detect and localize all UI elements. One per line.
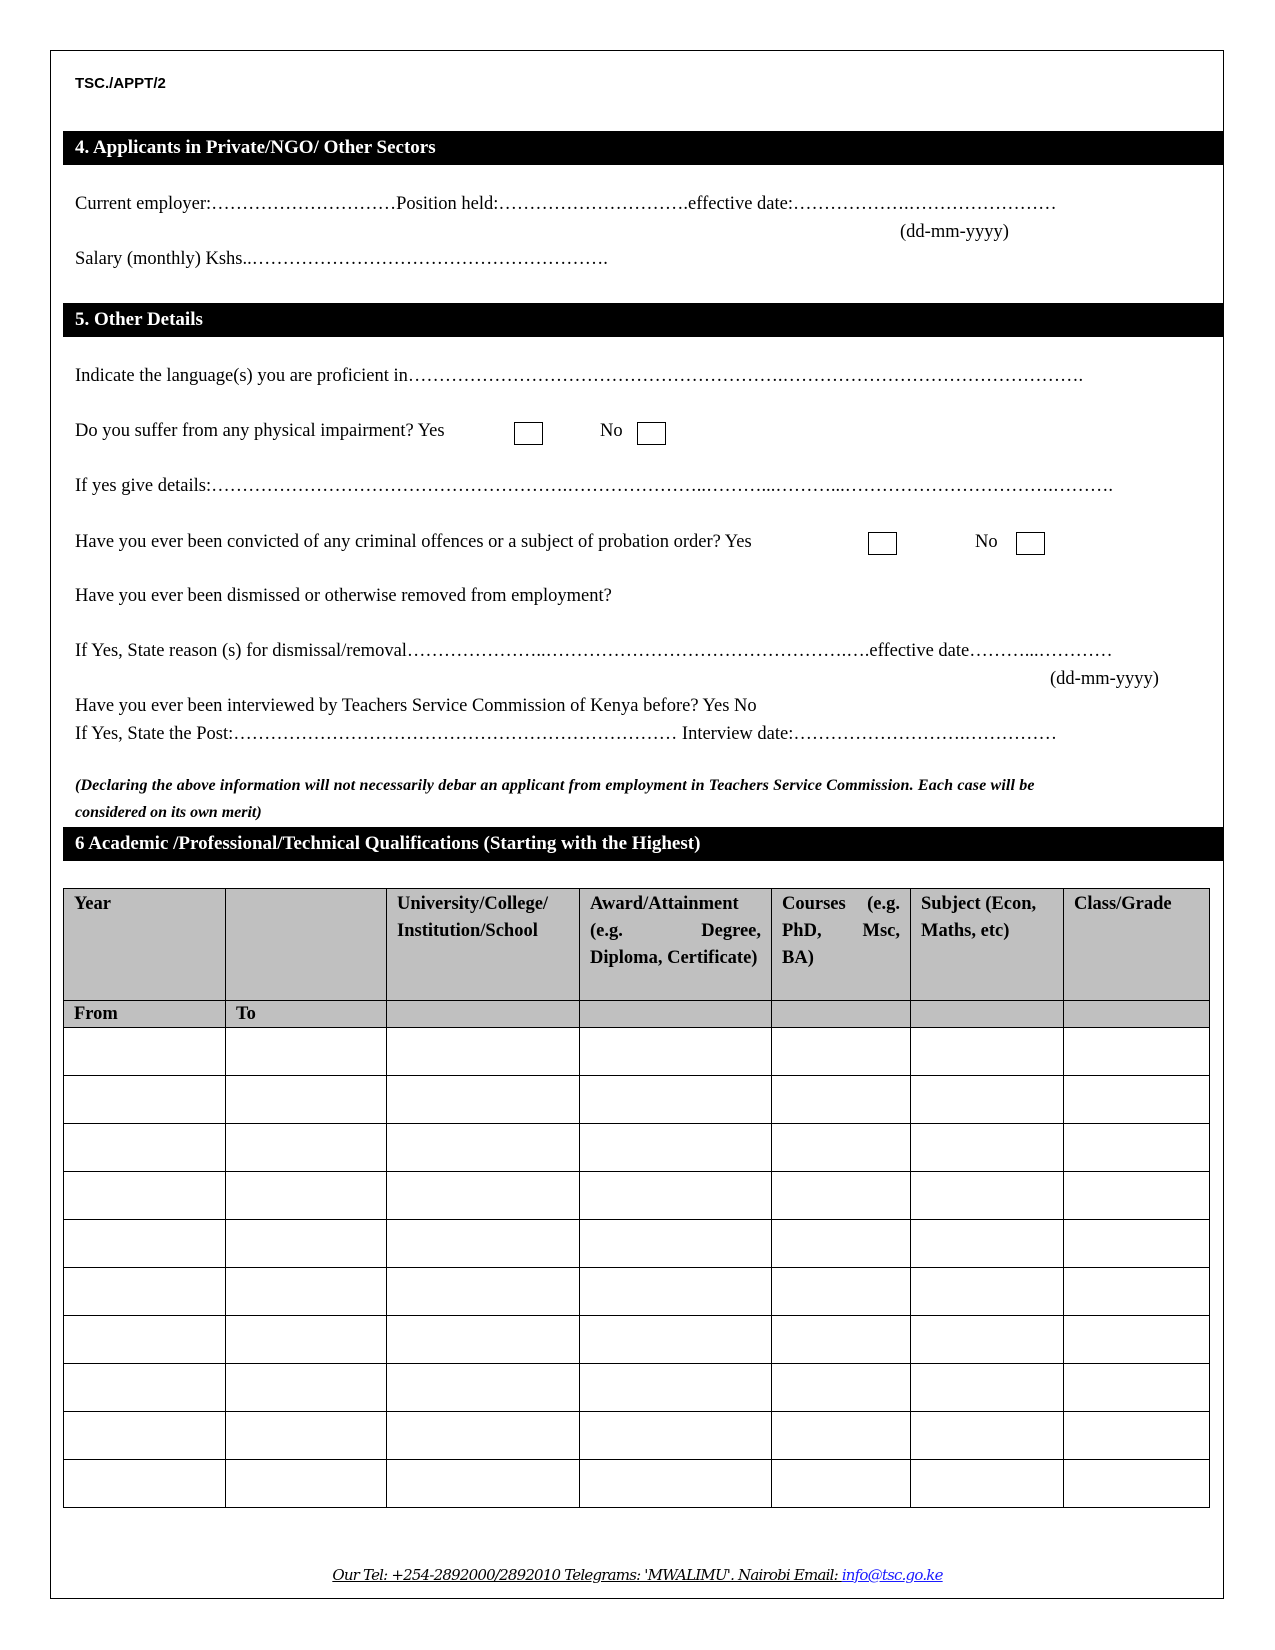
cell-from[interactable] — [64, 1460, 226, 1508]
table-row — [64, 1124, 1210, 1172]
cell-award[interactable] — [580, 1124, 772, 1172]
cell-courses[interactable] — [772, 1028, 911, 1076]
cell-subject[interactable] — [911, 1268, 1064, 1316]
table-row — [64, 1412, 1210, 1460]
header-from: From — [64, 1001, 226, 1028]
salary-line[interactable]: Salary (monthly) Kshs..…………………………………………………. — [75, 249, 608, 269]
table-subheader-row — [64, 1001, 1210, 1028]
cell-class-grade[interactable] — [1064, 1364, 1210, 1412]
interviewed-question: Have you ever been interviewed by Teachers Service Commission of Kenya before? Yes No — [75, 696, 757, 716]
cell-courses[interactable] — [772, 1316, 911, 1364]
cell-institution[interactable] — [387, 1220, 580, 1268]
cell-institution[interactable] — [387, 1460, 580, 1508]
table-header-row — [64, 889, 1210, 1001]
cell-class-grade[interactable] — [1064, 1316, 1210, 1364]
cell-from[interactable] — [64, 1172, 226, 1220]
cell-from[interactable] — [64, 1124, 226, 1172]
cell-institution[interactable] — [387, 1124, 580, 1172]
table-row — [64, 1460, 1210, 1508]
criminal-yes-checkbox[interactable] — [868, 532, 897, 555]
cell-to[interactable] — [226, 1076, 387, 1124]
languages-line[interactable]: Indicate the language(s) you are proficient in…………………………………………………….…………………………………………. — [75, 366, 1084, 386]
footer-email-link[interactable]: info@tsc.go.ke — [841, 1566, 943, 1584]
cell-class-grade[interactable] — [1064, 1124, 1210, 1172]
cell-from[interactable] — [64, 1412, 226, 1460]
dismissal-reason-line[interactable]: If Yes, State reason (s) for dismissal/removal…………………..………………………………………….….effective date………...………… — [75, 641, 1113, 661]
cell-class-grade[interactable] — [1064, 1268, 1210, 1316]
subheader-cell — [772, 1001, 911, 1028]
cell-award[interactable] — [580, 1460, 772, 1508]
subheader-cell — [580, 1001, 772, 1028]
table-body — [64, 1028, 1210, 1508]
header-to: To — [226, 1001, 387, 1028]
cell-subject[interactable] — [911, 1028, 1064, 1076]
cell-institution[interactable] — [387, 1364, 580, 1412]
impairment-yes-checkbox[interactable] — [514, 422, 543, 445]
cell-institution[interactable] — [387, 1076, 580, 1124]
footer-contact-text: Our Tel: +254-2892000/2892010 Telegrams: 'MWALIMU'. Nairobi Email: — [332, 1566, 842, 1584]
cell-to[interactable] — [226, 1220, 387, 1268]
cell-subject[interactable] — [911, 1460, 1064, 1508]
cell-from[interactable] — [64, 1268, 226, 1316]
cell-from[interactable] — [64, 1028, 226, 1076]
cell-courses[interactable] — [772, 1124, 911, 1172]
cell-subject[interactable] — [911, 1364, 1064, 1412]
cell-courses[interactable] — [772, 1076, 911, 1124]
cell-to[interactable] — [226, 1316, 387, 1364]
criminal-no-checkbox[interactable] — [1016, 532, 1045, 555]
cell-class-grade[interactable] — [1064, 1076, 1210, 1124]
cell-award[interactable] — [580, 1172, 772, 1220]
table-row — [64, 1076, 1210, 1124]
cell-from[interactable] — [64, 1364, 226, 1412]
cell-to[interactable] — [226, 1364, 387, 1412]
cell-to[interactable] — [226, 1412, 387, 1460]
cell-courses[interactable] — [772, 1460, 911, 1508]
criminal-question: Have you ever been convicted of any criminal offences or a subject of probation order? Yes — [75, 532, 752, 552]
declaration-note — [75, 772, 1210, 826]
cell-to[interactable] — [226, 1268, 387, 1316]
header-class-grade: Class/Grade — [1064, 889, 1210, 1001]
cell-award[interactable] — [580, 1364, 772, 1412]
cell-subject[interactable] — [911, 1124, 1064, 1172]
cell-class-grade[interactable] — [1064, 1220, 1210, 1268]
table-row — [64, 1172, 1210, 1220]
header-award: Award/Attainment (e.g. Degree, Diploma, Certificate) — [580, 889, 772, 1001]
table-row — [64, 1316, 1210, 1364]
cell-to[interactable] — [226, 1028, 387, 1076]
cell-courses[interactable] — [772, 1220, 911, 1268]
effective-date-format-hint: (dd-mm-yyyy) — [900, 222, 1009, 242]
cell-to[interactable] — [226, 1124, 387, 1172]
declaration-note-line-1: (Declaring the above information will not necessarily debar an applicant from employment in Teachers Service Commission. Each case will be — [75, 777, 1035, 794]
cell-institution[interactable] — [387, 1172, 580, 1220]
cell-award[interactable] — [580, 1028, 772, 1076]
section-4-heading: 4. Applicants in Private/NGO/ Other Sectors — [63, 131, 1223, 165]
footer-contact — [0, 1566, 1275, 1584]
interview-post-line[interactable]: If Yes, State the Post:……………………………………………………………… Interview date:……………………….…………… — [75, 724, 1057, 744]
cell-courses[interactable] — [772, 1172, 911, 1220]
cell-subject[interactable] — [911, 1412, 1064, 1460]
subheader-cell — [1064, 1001, 1210, 1028]
header-institution: University/College/ Institution/School — [387, 889, 580, 1001]
criminal-no-label: No — [975, 532, 998, 552]
cell-class-grade[interactable] — [1064, 1412, 1210, 1460]
cell-award[interactable] — [580, 1076, 772, 1124]
cell-courses[interactable] — [772, 1412, 911, 1460]
header-blank — [226, 889, 387, 1001]
cell-institution[interactable] — [387, 1028, 580, 1076]
subheader-cell — [911, 1001, 1064, 1028]
form-code: TSC./APPT/2 — [75, 75, 166, 92]
cell-class-grade[interactable] — [1064, 1172, 1210, 1220]
cell-from[interactable] — [64, 1220, 226, 1268]
table-row — [64, 1028, 1210, 1076]
cell-courses[interactable] — [772, 1364, 911, 1412]
header-courses: Courses (e.g. PhD, Msc, BA) — [772, 889, 911, 1001]
dismissed-question: Have you ever been dismissed or otherwise removed from employment? — [75, 586, 612, 606]
header-subject: Subject (Econ, Maths, etc) — [911, 889, 1064, 1001]
qualifications-table — [63, 888, 1210, 1508]
cell-award[interactable] — [580, 1412, 772, 1460]
header-year: Year — [64, 889, 226, 1001]
section-5-heading: 5. Other Details — [63, 303, 1223, 337]
cell-subject[interactable] — [911, 1316, 1064, 1364]
section-6-heading: 6 Academic /Professional/Technical Qualifications (Starting with the Highest) — [63, 827, 1223, 861]
cell-subject[interactable] — [911, 1076, 1064, 1124]
impairment-details-line[interactable]: If yes give details:………………………………………………….…………………..………...………...…………………………….………. — [75, 476, 1114, 496]
table-row — [64, 1220, 1210, 1268]
cell-institution[interactable] — [387, 1316, 580, 1364]
dismissal-date-format-hint: (dd-mm-yyyy) — [1050, 669, 1159, 689]
cell-from[interactable] — [64, 1076, 226, 1124]
cell-courses[interactable] — [772, 1268, 911, 1316]
cell-from[interactable] — [64, 1316, 226, 1364]
cell-institution[interactable] — [387, 1412, 580, 1460]
cell-institution[interactable] — [387, 1268, 580, 1316]
subheader-cell — [387, 1001, 580, 1028]
declaration-note-line-2: considered on its own merit) — [75, 804, 262, 821]
cell-award[interactable] — [580, 1220, 772, 1268]
cell-subject[interactable] — [911, 1220, 1064, 1268]
table-row — [64, 1268, 1210, 1316]
employment-line[interactable]: Current employer:…………………………Position held:………………………….effective date:……………….…………………… — [75, 194, 1057, 214]
cell-subject[interactable] — [911, 1172, 1064, 1220]
cell-award[interactable] — [580, 1268, 772, 1316]
impairment-no-label: No — [600, 421, 623, 441]
impairment-question: Do you suffer from any physical impairment? Yes — [75, 421, 445, 441]
cell-award[interactable] — [580, 1316, 772, 1364]
cell-to[interactable] — [226, 1172, 387, 1220]
impairment-no-checkbox[interactable] — [637, 422, 666, 445]
table-row — [64, 1364, 1210, 1412]
cell-to[interactable] — [226, 1460, 387, 1508]
cell-class-grade[interactable] — [1064, 1460, 1210, 1508]
cell-class-grade[interactable] — [1064, 1028, 1210, 1076]
